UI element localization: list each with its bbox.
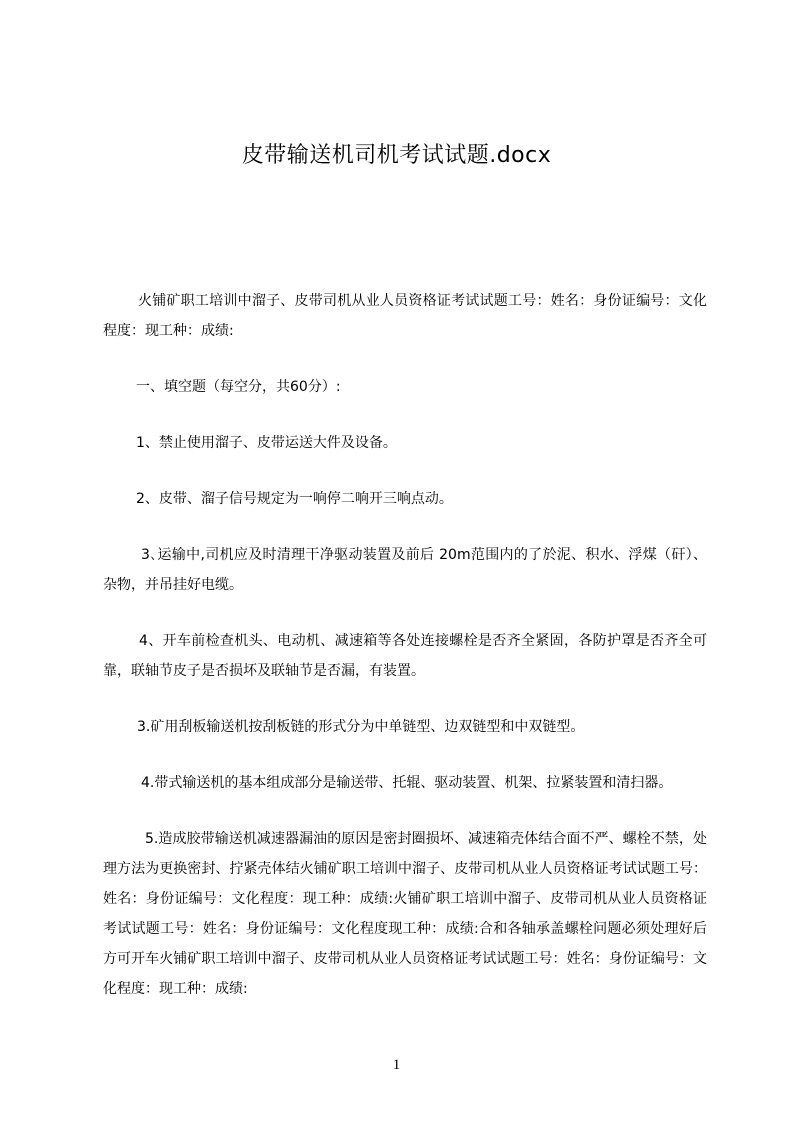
- question-4b: 4.带式输送机的基本组成部分是输送带、托辊、驱动装置、机架、拉紧装置和清扫器。: [141, 775, 673, 791]
- document-body: [103, 286, 707, 1030]
- question-3b: 3.矿用刮板输送机按刮板链的形式分为中单链型、边双链型和中双链型。: [137, 719, 585, 735]
- question-1: 1、禁止使用溜子、皮带运送大件及设备。: [136, 435, 397, 451]
- page-number: 1: [392, 1057, 401, 1073]
- exam-header-paragraph: 火铺矿职工培训中溜子、皮带司机从业人员资格证考试试题工号：姓名：身份证编号：文化程度：现工种：成绩:: [103, 293, 707, 339]
- question-3: 3､运输中,司机应及时清理干净驱动装置及前后 20m范围内的了於泥、积水、浮煤（矸）、杂物，并吊挂好电缆。: [103, 547, 707, 593]
- question-5: 5.造成胶带输送机减速器漏油的原因是密封圈损坏、减速箱壳体结合面不严、螺栓不禁，处理方法为更换密封、拧紧壳体结火铺矿职工培训中溜子、皮带司机从业人员资格证考试试题工号：姓名：身份证编号：文化程度：现工种：成绩:火铺矿职工培训中溜子、皮带司机从业人员资格证考试试题工号：姓名：身份证编号：文化程度现工种：成绩:合和各轴承盖螺栓问题必须处理好后方可开车火铺矿职工培训中溜子、皮带司机从业人员资格证考试试题工号：姓名：身份证编号：文化程度：现工种：成绩:: [103, 831, 707, 997]
- question-2: 2、皮带、溜子信号规定为一响停二响开三响点动。: [136, 491, 453, 507]
- question-4: 4、开车前检查机头、电动机、减速箱等各处连接螺栓是否齐全紧固，各防护罩是否齐全可靠，联轴节皮子是否损坏及联轴节是否漏，有装置。: [103, 633, 707, 679]
- document-title: 皮带输送机司机考试试题.docx: [241, 143, 552, 168]
- section-heading-fill-in: 一、填空题（每空分，共60分）:: [136, 379, 341, 395]
